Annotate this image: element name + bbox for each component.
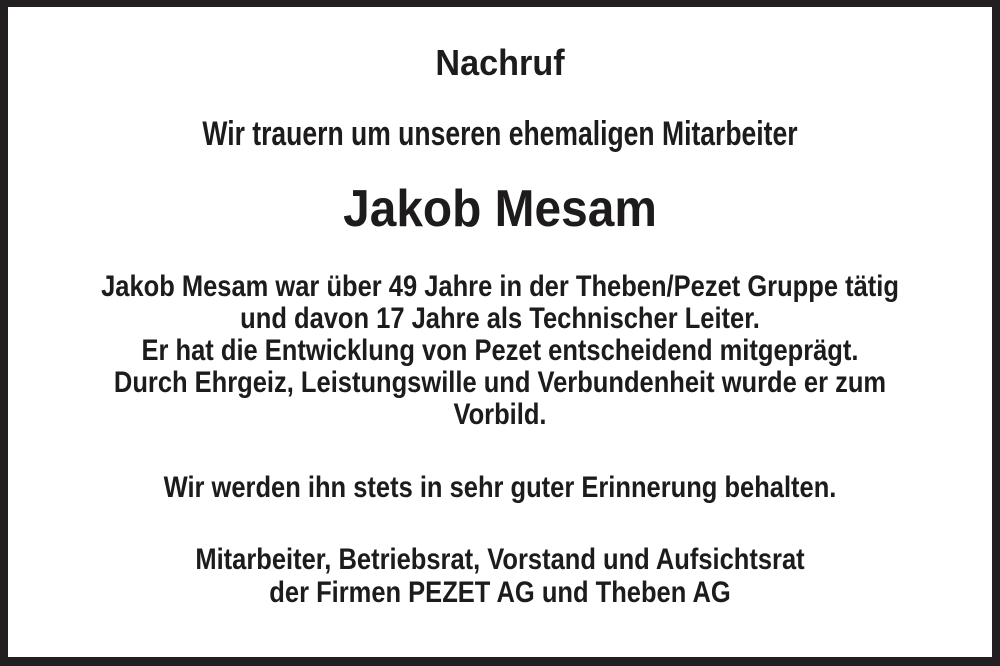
remembrance-line: Wir werden ihn stets in sehr guter Erinnerung behalten. <box>163 471 837 504</box>
signature-block <box>8 543 992 609</box>
signature-line-1: Mitarbeiter, Betriebsrat, Vorstand und Aufsichtsrat <box>195 543 805 576</box>
notice-title: Nachruf <box>435 42 565 83</box>
body-line: Er hat die Entwicklung von Pezet entscheidend mitgeprägt. <box>141 334 859 367</box>
body-line: Durch Ehrgeiz, Leistungswille und Verbundenheit wurde er zum <box>113 366 887 399</box>
notice-subtitle: Wir trauern um unseren ehemaligen Mitarbeiter <box>202 115 798 153</box>
body-line: Vorbild. <box>453 398 547 431</box>
body-line: Jakob Mesam war über 49 Jahre in der Theben/Pezet Gruppe tätig <box>101 270 899 303</box>
obituary-notice <box>8 7 992 657</box>
body-line: und davon 17 Jahre als Technischer Leiter. <box>240 302 760 335</box>
notice-body <box>8 271 992 431</box>
signature-line-2: der Firmen PEZET AG und Theben AG <box>269 576 731 609</box>
deceased-name: Jakob Mesam <box>343 180 657 238</box>
